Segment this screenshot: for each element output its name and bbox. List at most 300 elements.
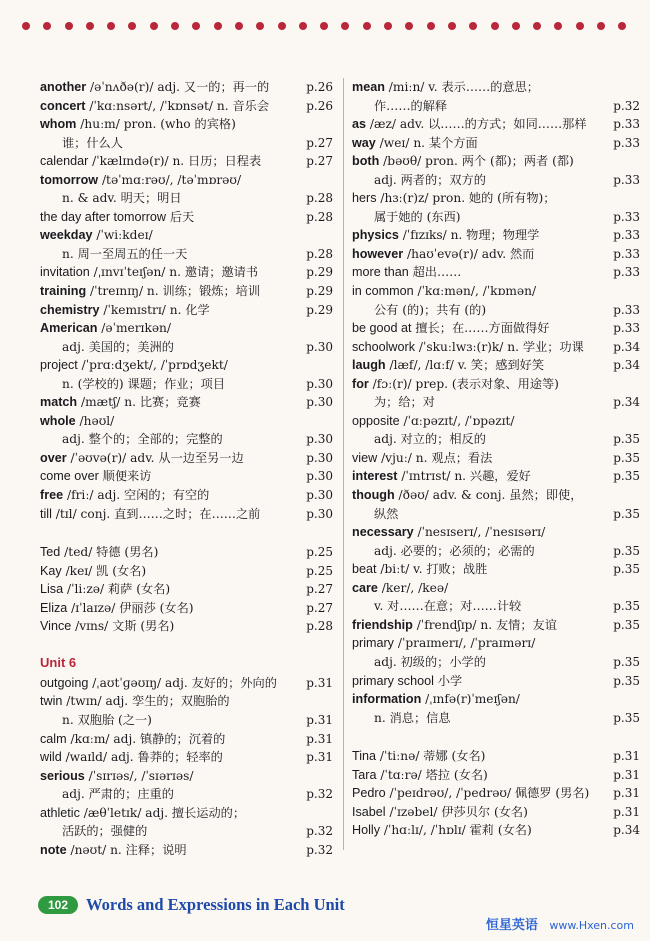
page-reference: p.31: [613, 749, 640, 764]
page-reference: p.34: [613, 339, 640, 354]
headword: primary: [352, 636, 394, 651]
page-reference: p.27: [306, 582, 333, 597]
headword: calendar: [40, 154, 89, 169]
headword: weekday: [40, 228, 93, 243]
entry-text: [352, 486, 582, 505]
border-dot: [448, 22, 456, 30]
entry-text: [352, 319, 549, 338]
vocab-entry: [40, 543, 333, 562]
border-dot: [171, 22, 179, 30]
page-reference: p.28: [306, 191, 333, 206]
entry-text: [352, 282, 536, 301]
definition: n. 周一至周五的任一天: [62, 246, 188, 261]
entry-text: [40, 208, 194, 227]
entry-text: [40, 841, 187, 860]
headword: training: [40, 284, 87, 299]
headword: way: [352, 135, 376, 150]
entry-text: [352, 263, 461, 282]
page-reference: p.32: [306, 787, 333, 802]
headword: American: [40, 321, 98, 336]
entry-text: [374, 208, 461, 227]
headword: mean: [352, 80, 385, 94]
page-reference: p.33: [613, 265, 640, 280]
headword: view: [352, 450, 378, 465]
definition: /ˌɪnfə(r)ˈmeɪʃən/: [421, 692, 520, 707]
vocab-entry: [40, 767, 333, 786]
vocab-entry: [352, 634, 640, 653]
vocab-entry: [352, 821, 640, 840]
entry-text: [62, 785, 174, 804]
vocab-entry: [352, 356, 640, 375]
page-reference: p.32: [613, 98, 640, 113]
headword: Lisa: [40, 582, 64, 597]
page-reference: p.32: [306, 842, 333, 857]
definition: /ˈtreɪnɪŋ/ n. 训练；锻炼；培训: [86, 284, 261, 299]
page-reference: p.35: [613, 562, 640, 577]
headword: interest: [352, 469, 398, 484]
border-dot: [214, 22, 222, 30]
headword: athletic: [40, 805, 80, 820]
headword: both: [352, 154, 380, 169]
definition: 属于她的 (东西): [374, 209, 461, 224]
definition: 为；给；对: [374, 395, 435, 410]
headword: schoolwork: [352, 339, 415, 354]
headword: free: [40, 488, 64, 503]
entry-continuation: [40, 711, 333, 730]
footer-title: Words and Expressions in Each Unit: [86, 895, 345, 914]
definition: /kɑːm/ adj. 镇静的；沉着的: [66, 731, 226, 746]
entry-continuation: [352, 208, 640, 227]
entry-text: [352, 616, 557, 635]
page-reference: p.28: [306, 209, 333, 224]
vocab-entry: [352, 226, 640, 245]
border-dot: [65, 22, 73, 30]
border-dot: [278, 22, 286, 30]
watermark-brand: 恒星英语: [485, 918, 538, 933]
vocab-entry: [40, 692, 333, 711]
definition: /ˈfɪzɪks/ n. 物理；物理学: [398, 228, 540, 243]
headword: physics: [352, 228, 399, 243]
vocab-entry: [40, 674, 333, 693]
headword: Holly: [352, 823, 380, 838]
entry-text: [40, 543, 158, 562]
definition: /waɪld/ adj. 鲁莽的；轻率的: [61, 750, 223, 765]
headword: till: [40, 506, 52, 521]
page-reference: p.29: [306, 284, 333, 299]
entry-text: [352, 375, 559, 394]
headword: outgoing: [40, 675, 89, 690]
definition: /ˈliːzə/ 莉萨 (女名): [63, 582, 171, 597]
definition: /twɪn/ adj. 孪生的；双胞胎的: [62, 694, 230, 709]
headword: the day after tomorrow: [40, 209, 166, 224]
definition: /ˈɑːpəzɪt/, /ˈɒpəzɪt/: [399, 413, 515, 428]
definition: /vɪns/ 文斯 (男名): [71, 619, 175, 634]
page-reference: p.31: [613, 786, 640, 801]
vocab-entry: [40, 505, 333, 524]
entry-text: [352, 226, 539, 245]
entry-text: [352, 523, 545, 542]
vocab-entry: [40, 226, 333, 245]
entry-continuation: [352, 709, 640, 728]
entry-text: [40, 674, 277, 693]
headword: whom: [40, 117, 77, 132]
entry-text: [40, 319, 171, 338]
entry-text: [40, 617, 174, 636]
entry-text: [352, 690, 520, 709]
definition: /ker/, /keə/: [377, 580, 449, 595]
watermark: [486, 914, 634, 933]
vocab-entry: [352, 672, 640, 691]
border-dot: [405, 22, 413, 30]
entry-text: [352, 784, 589, 803]
vocab-entry: [40, 730, 333, 749]
definition: /nəʊt/ n. 注释；说明: [66, 842, 187, 857]
entry-text: [352, 766, 488, 785]
headword: tomorrow: [40, 172, 99, 187]
border-dot: [491, 22, 499, 30]
entry-text: [352, 78, 539, 97]
entry-text: [40, 356, 228, 375]
definition: /ˈsɪrɪəs/, /ˈsɪərɪəs/: [84, 768, 194, 783]
entry-text: [352, 338, 584, 357]
headword: necessary: [352, 525, 414, 540]
headword: Pedro: [352, 786, 386, 801]
vocab-entry: [352, 152, 640, 171]
definition: adj. 美国的；美洲的: [62, 339, 174, 354]
headword: for: [352, 376, 369, 391]
page-reference: p.29: [306, 302, 333, 317]
definition: /bəʊθ/ pron. 两个 (都)；两者 (都): [379, 154, 574, 169]
definition: /ɪˈlaɪzə/ 伊丽莎 (女名): [67, 600, 194, 615]
headword: more than: [352, 265, 409, 280]
entry-text: [62, 711, 152, 730]
border-dot: [363, 22, 371, 30]
entry-text: [374, 97, 447, 116]
definition: /ˈskuːlwɜː(r)k/ n. 学业；功课: [415, 339, 584, 354]
page-reference: p.26: [306, 98, 333, 113]
headword: hers: [352, 191, 377, 206]
definition: /ˈtɑːrə/ 塔拉 (女名): [376, 767, 488, 782]
page-reference: p.35: [613, 599, 640, 614]
page-reference: p.33: [613, 172, 640, 187]
entry-text: [40, 562, 146, 581]
definition: /keɪ/ 凯 (女名): [61, 563, 147, 578]
entry-text: [40, 804, 245, 823]
headword: care: [352, 580, 378, 595]
page-reference: p.33: [613, 209, 640, 224]
headword: in common: [352, 284, 414, 299]
definition: /ˈnesɪserɪ/, /ˈnesɪsərɪ/: [413, 525, 546, 540]
entry-text: [40, 152, 261, 171]
definition: /ˈkɑːmən/, /ˈkɒmən/: [413, 284, 537, 299]
entry-text: [374, 301, 486, 320]
page-reference: p.35: [613, 506, 640, 521]
page-reference: p.30: [306, 395, 333, 410]
page-reference: p.33: [613, 228, 640, 243]
page-reference: p.29: [306, 265, 333, 280]
headword: primary school: [352, 673, 434, 688]
headword: twin: [40, 694, 63, 709]
headword: note: [40, 842, 67, 857]
headword: however: [352, 246, 404, 261]
definition: v. 对……在意；对……计较: [374, 599, 522, 614]
headword: match: [40, 395, 78, 410]
vocab-entry: [40, 356, 333, 375]
definition: /biːt/ v. 打败；战胜: [376, 562, 488, 577]
entry-text: [374, 505, 398, 524]
entry-continuation: [352, 597, 640, 616]
entry-text: [352, 412, 515, 431]
entry-continuation: [352, 505, 640, 524]
headword: come over: [40, 469, 99, 484]
vocab-entry: [352, 486, 640, 505]
page-reference: p.35: [613, 710, 640, 725]
entry-text: [374, 597, 521, 616]
entry-text: [352, 245, 534, 264]
border-dot: [43, 22, 51, 30]
page-reference: p.35: [613, 654, 640, 669]
border-dot: [86, 22, 94, 30]
entry-text: [62, 338, 174, 357]
entry-continuation: [40, 430, 333, 449]
definition: /ˈkɑːnsərt/, /ˈkɒnsət/ n. 音乐会: [85, 98, 270, 113]
definition: /weɪ/ n. 某个方面: [375, 135, 478, 150]
vocab-entry: [352, 449, 640, 468]
border-dot: [256, 22, 264, 30]
entry-text: [352, 134, 478, 153]
page-reference: p.27: [306, 135, 333, 150]
page-reference: p.30: [306, 450, 333, 465]
headword: calm: [40, 731, 67, 746]
page-reference: p.34: [613, 395, 640, 410]
vocab-entry: [40, 449, 333, 468]
vocab-entry: [352, 523, 640, 542]
definition: /ðəʊ/ adv. & conj. 虽然；即使，: [394, 488, 583, 503]
border-dot: [469, 22, 477, 30]
headword: beat: [352, 562, 377, 577]
vocab-entry: [40, 393, 333, 412]
vocab-entry: [40, 599, 333, 618]
headword: another: [40, 80, 87, 94]
page-reference: p.30: [306, 488, 333, 503]
page-reference: p.30: [306, 339, 333, 354]
definition: /ˈpraɪmerɪ/, /ˈpraɪmərɪ/: [393, 636, 536, 651]
headword: whole: [40, 413, 76, 428]
entry-text: [40, 263, 258, 282]
definition: adj. 对立的；相反的: [374, 432, 486, 447]
vocab-entry: [352, 338, 640, 357]
page-reference: p.30: [306, 376, 333, 391]
headword: Isabel: [352, 804, 386, 819]
page-reference: p.35: [613, 543, 640, 558]
vocab-entry: [40, 617, 333, 636]
definition: /ˈprɑːdʒekt/, /ˈprɒdʒekt/: [77, 358, 228, 373]
headword: Kay: [40, 563, 62, 578]
definition: /ˈkælɪndə(r)/ n. 日历；日程表: [88, 154, 262, 169]
vocab-entry: [40, 208, 333, 227]
vocab-entry: [40, 319, 333, 338]
border-dot: [235, 22, 243, 30]
vocab-entry: [352, 690, 640, 709]
vocab-entry: [40, 115, 333, 134]
page-reference: p.31: [306, 750, 333, 765]
page-reference: p.35: [613, 469, 640, 484]
page-reference: p.27: [306, 154, 333, 169]
vocab-entry: [352, 282, 640, 301]
border-dot: [341, 22, 349, 30]
entry-text: [62, 134, 123, 153]
entry-text: [40, 78, 269, 97]
definition: adj. 必要的；必须的；必需的: [374, 543, 535, 558]
page-reference: p.32: [306, 824, 333, 839]
page-reference: p.27: [306, 600, 333, 615]
page-reference: p.31: [306, 712, 333, 727]
definition: /æθˈletɪk/ adj. 擅长运动的；: [79, 805, 246, 820]
page-reference: p.30: [306, 469, 333, 484]
vocab-entry: [352, 747, 640, 766]
definition: /ˈfrendʃɪp/ n. 友情；友谊: [412, 617, 557, 632]
page-reference: p.33: [613, 246, 640, 261]
right-column: [352, 78, 640, 840]
entry-text: [352, 747, 485, 766]
entry-text: [374, 709, 451, 728]
definition: /hɜː(r)z/ pron. 她的 (所有物)；: [376, 191, 556, 206]
page-reference: p.35: [613, 673, 640, 688]
page-reference: p.35: [613, 432, 640, 447]
definition: n. (学校的) 课题；作业；项目: [62, 376, 226, 391]
entry-text: [40, 97, 269, 116]
definition: n. & adv. 明天；明日: [62, 191, 182, 206]
headword: invitation: [40, 265, 90, 280]
page-footer: [38, 894, 345, 916]
vocab-entry: [352, 115, 640, 134]
entry-continuation: [352, 171, 640, 190]
page-reference: p.31: [306, 731, 333, 746]
page-reference: p.33: [613, 302, 640, 317]
entry-text: [352, 579, 448, 598]
definition: 超出……: [408, 265, 462, 280]
definition: /tɪl/ conj. 直到……之时；在……之前: [51, 506, 261, 521]
headword: project: [40, 358, 78, 373]
definition: 后天: [166, 209, 195, 224]
vocab-entry: [40, 97, 333, 116]
headword: Ted: [40, 545, 61, 560]
headword: chemistry: [40, 302, 100, 317]
border-dot: [107, 22, 115, 30]
definition: /ˈtiːnə/ 蒂娜 (女名): [376, 749, 486, 764]
headword: information: [352, 692, 422, 707]
border-dot: [192, 22, 200, 30]
entry-text: [352, 152, 574, 171]
border-dot: [554, 22, 562, 30]
entry-text: [40, 282, 260, 301]
entry-text: [352, 189, 555, 208]
entry-continuation: [40, 785, 333, 804]
vocab-entry: [352, 412, 640, 431]
definition: /læf/, /lɑːf/ v. 笑；感到好笑: [385, 358, 545, 373]
headword: opposite: [352, 413, 400, 428]
entry-continuation: [352, 542, 640, 561]
entry-continuation: [40, 375, 333, 394]
entry-text: [40, 171, 241, 190]
unit-heading: Unit 6: [40, 654, 77, 670]
vocab-entry: [352, 134, 640, 153]
page-reference: p.31: [613, 804, 640, 819]
definition: /ˈkemɪstrɪ/ n. 化学: [99, 302, 210, 317]
definition: /ˈpeɪdrəʊ/, /ˈpedrəʊ/ 佩德罗 (男名): [385, 786, 590, 801]
headword: though: [352, 488, 395, 503]
entry-continuation: [40, 245, 333, 264]
headword: wild: [40, 750, 62, 765]
definition: /əˈmerɪkən/: [97, 321, 171, 336]
border-dot: [299, 22, 307, 30]
vocab-entry: [40, 841, 333, 860]
entry-continuation: [352, 97, 640, 116]
headword: Eliza: [40, 600, 68, 615]
entry-continuation: [40, 189, 333, 208]
entry-text: [40, 692, 230, 711]
page-reference: p.28: [306, 619, 333, 634]
headword: laugh: [352, 358, 386, 373]
entry-text: [62, 430, 223, 449]
vocab-entry: [352, 189, 640, 208]
border-dot: [427, 22, 435, 30]
definition: adj. 初级的；小学的: [374, 654, 486, 669]
entry-text: [40, 767, 193, 786]
vocab-entry: [40, 282, 333, 301]
page-reference: p.35: [613, 450, 640, 465]
definition: /æz/ adv. 以……的方式；如同……那样: [366, 117, 587, 132]
definition: 公有 (的)；共有 (的): [374, 302, 487, 317]
vocab-entry: [352, 467, 640, 486]
page-reference: p.33: [613, 135, 640, 150]
headword: over: [40, 450, 67, 465]
page-reference: p.34: [613, 823, 640, 838]
entry-text: [40, 486, 209, 505]
page-reference: p.28: [306, 246, 333, 261]
page-reference: p.33: [613, 321, 640, 336]
definition: /həʊl/: [75, 413, 115, 428]
entry-text: [374, 393, 435, 412]
definition: /ˈhɑːlɪ/, /ˈhɒlɪ/ 霍莉 (女名): [380, 823, 532, 838]
entry-continuation: [40, 134, 333, 153]
definition: 小学: [433, 673, 463, 688]
vocab-entry: [40, 301, 333, 320]
vocab-entry: [40, 152, 333, 171]
headword: Tara: [352, 767, 377, 782]
definition: /huːm/ pron. (who 的宾格): [76, 117, 236, 132]
definition: /təˈmɑːrəʊ/, /təˈmɒrəʊ/: [98, 172, 242, 187]
vocab-entry: [352, 375, 640, 394]
entry-text: [40, 393, 201, 412]
definition: adj. 整个的；全部的；完整的: [62, 432, 223, 447]
definition: /ˌaʊtˈɡəʊɪŋ/ adj. 友好的；外向的: [88, 675, 277, 690]
entry-text: [352, 560, 487, 579]
definition: /əˈnʌðə(r)/ adj. 又一的；再一的: [86, 80, 270, 94]
vocab-entry: [352, 245, 640, 264]
definition: adj. 严肃的；庄重的: [62, 787, 174, 802]
definition: 擅长；在……方面做得好: [411, 321, 550, 336]
headword: as: [352, 117, 367, 132]
definition: adj. 两者的；双方的: [374, 172, 486, 187]
entry-continuation: [40, 338, 333, 357]
definition: n. 消息；信息: [374, 710, 451, 725]
border-dot: [22, 22, 30, 30]
definition: /vjuː/ n. 观点；看法: [377, 450, 493, 465]
vocab-entry: [40, 580, 333, 599]
vocab-entry: [352, 803, 640, 822]
border-dot: [384, 22, 392, 30]
